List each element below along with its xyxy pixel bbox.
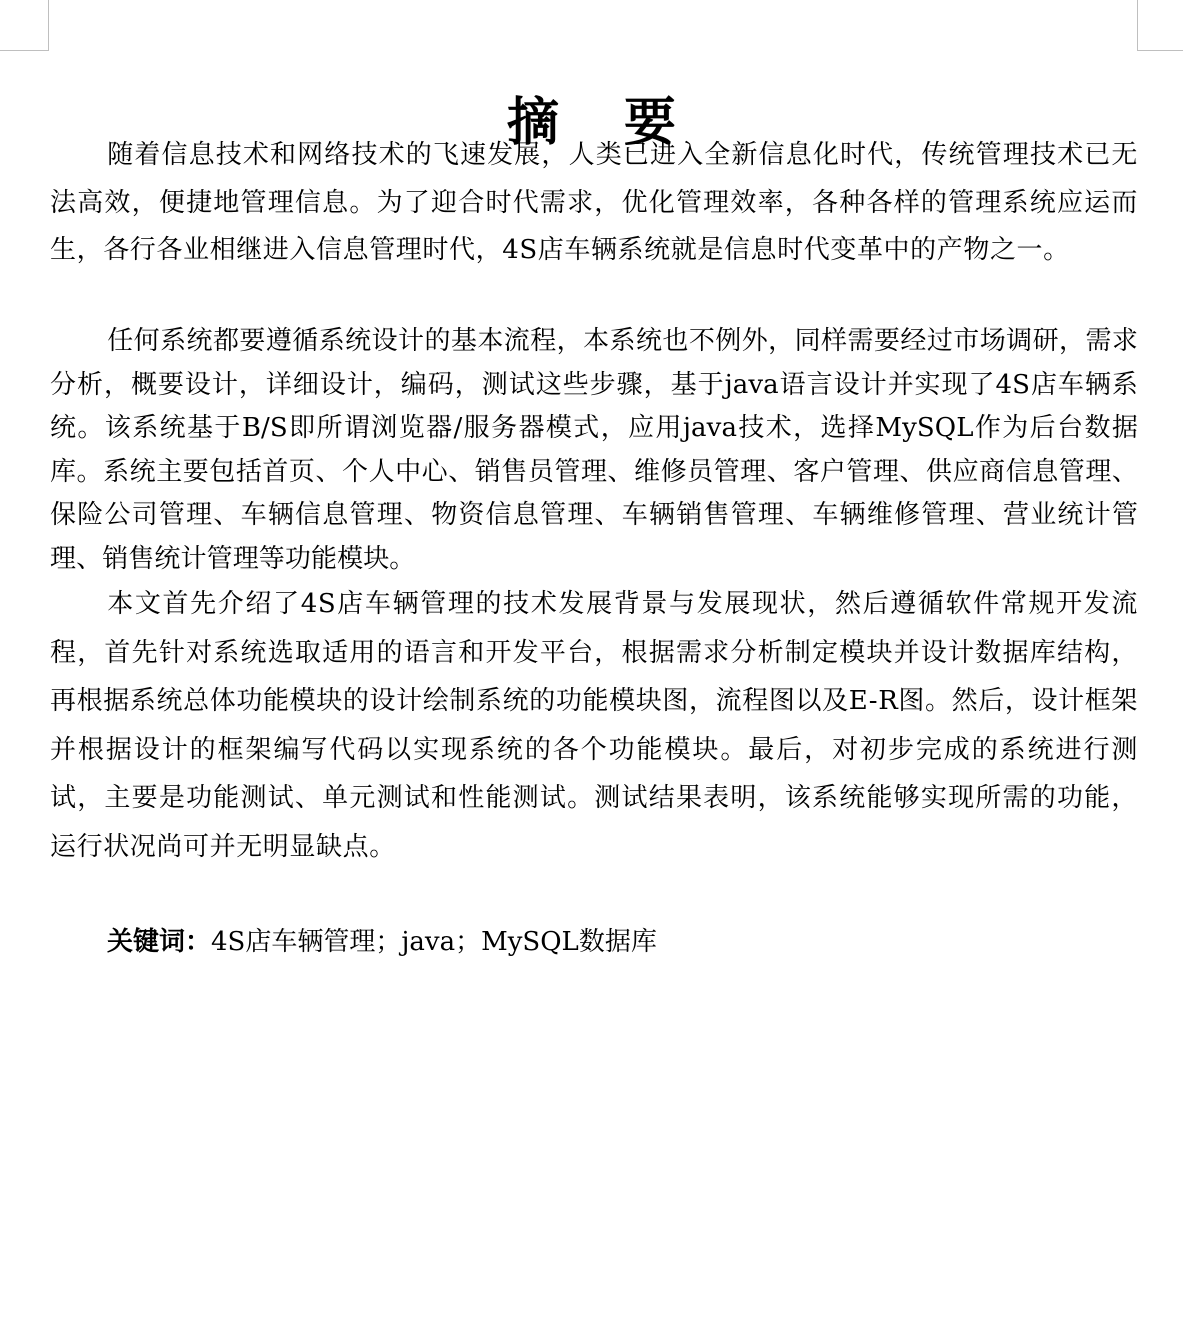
abstract-paragraph-3: 本文首先介绍了4S店车辆管理的技术发展背景与发展现状，然后遵循软件常规开发流程，首先针对系统选取适用的语言和开发平台，根据需求分析制定模块并设计数据库结构，再根据系统总体功能模块的设计绘制系统的功能模块图，流程图以及E-R图。然后，设计框架并根据设计的框架编写代码以实现系统的各个功能模块。最后，对初步完成的系统进行测试，主要是功能测试、单元测试和性能测试。测试结果表明，该系统能够实现所需的功能，运行状况尚可并无明显缺点。 [50, 589, 1138, 862]
crop-mark-top-right [1137, 0, 1183, 51]
abstract-paragraph-1: 随着信息技术和网络技术的飞速发展，人类已进入全新信息化时代，传统管理技术已无法高效，便捷地管理信息。为了迎合时代需求，优化管理效率，各种各样的管理系统应运而生，各行各业相继进入信息管理时代，4S店车辆系统就是信息时代变革中的产物之一。 [50, 140, 1138, 265]
page-title: 摘 要 [507, 91, 700, 153]
crop-mark-top-left [0, 0, 49, 51]
keywords-text: 4S店车辆管理；java；MySQL数据库 [211, 927, 657, 957]
keywords-label: 关键词： [107, 927, 212, 957]
keywords-line [107, 920, 657, 964]
abstract-paragraph-2: 任何系统都要遵循系统设计的基本流程，本系统也不例外，同样需要经过市场调研，需求分析，概要设计，详细设计，编码，测试这些步骤，基于java语言设计并实现了4S店车辆系统。该系统基于B/S即所谓浏览器/服务器模式，应用java技术，选择MySQL作为后台数据库。系统主要包括首页、个人中心、销售员管理、维修员管理、客户管理、供应商信息管理、保险公司管理、车辆信息管理、物资信息管理、车辆销售管理、车辆维修管理、营业统计管理、销售统计管理等功能模块。 [50, 326, 1138, 574]
